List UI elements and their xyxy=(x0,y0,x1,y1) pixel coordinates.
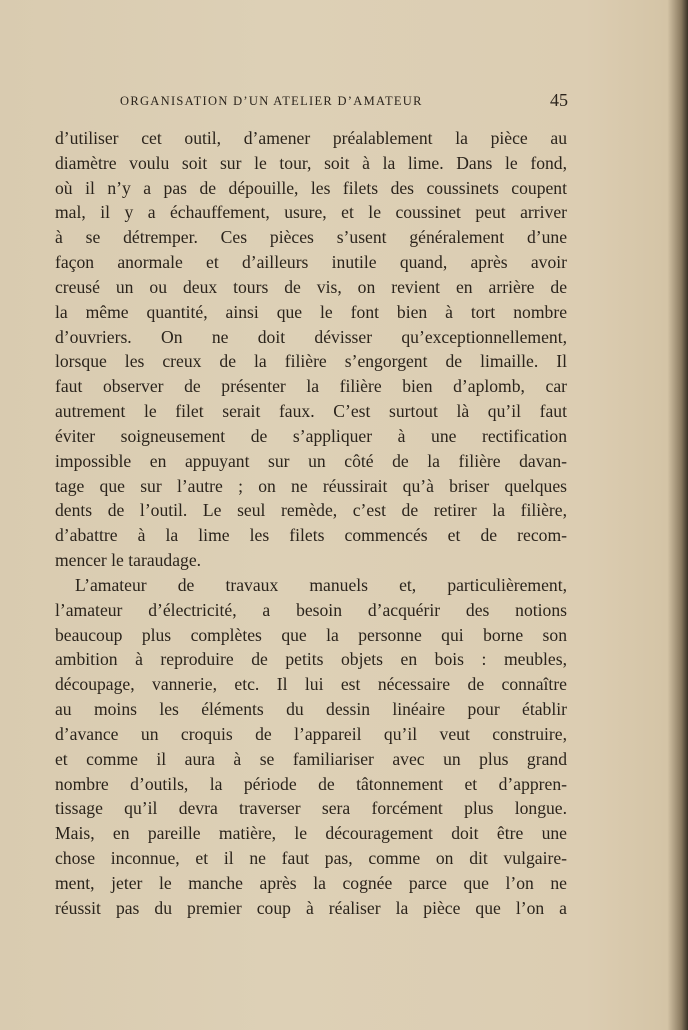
text-line: éviter soigneusement de s’appliquer à une rectification xyxy=(55,425,567,446)
text-line: l’amateur d’électricité, a besoin d’acquérir des notions xyxy=(55,599,567,620)
text-line: dents de l’outil. Le seul remède, c’est de retirer la filière, xyxy=(55,500,567,521)
page-number: 45 xyxy=(550,90,568,110)
text-line: faut observer de présenter la filière bien d’aplomb, car xyxy=(55,376,567,397)
running-title: ORGANISATION D’UN ATELIER D’AMATEUR xyxy=(120,94,423,108)
text-line: tage que sur l’autre ; on ne réussirait qu’à briser quelques xyxy=(55,475,567,496)
text-line: réussit pas du premier coup à réaliser la pièce que l’on a xyxy=(55,897,567,918)
page-header xyxy=(120,90,568,114)
paragraph xyxy=(55,126,567,573)
text-line: d’utiliser cet outil, d’amener préalablement la pièce au xyxy=(55,128,567,148)
text-line: creusé un ou deux tours de vis, on revient en arrière de xyxy=(55,276,567,297)
text-line: tissage qu’il devra traverser sera forcément plus longue. xyxy=(55,798,567,819)
text-line: où il n’y a pas de dépouille, les filets des coussinets coupent xyxy=(55,177,567,198)
text-line: nombre d’outils, la période de tâtonnement et d’appren- xyxy=(55,773,567,794)
body-text xyxy=(55,126,567,921)
text-line: autrement le filet serait faux. C’est surtout là qu’il faut xyxy=(55,401,567,422)
text-line: Mais, en pareille matière, le découragement doit être une xyxy=(55,823,567,844)
text-line: au moins les éléments du dessin linéaire pour établir xyxy=(55,699,567,720)
text-line: lorsque les creux de la filière s’engorgent de limaille. Il xyxy=(55,351,567,372)
text-line: diamètre voulu soit sur le tour, soit à la lime. Dans le fond, xyxy=(55,152,567,173)
text-line: L’amateur de travaux manuels et, particulièrement, xyxy=(75,574,567,595)
paragraph xyxy=(55,573,567,921)
text-line: mencer le taraudage. xyxy=(55,550,202,571)
text-line: mal, il y a échauffement, usure, et le coussinet peut arriver xyxy=(55,202,567,223)
text-line: chose inconnue, et il ne faut pas, comme on dit vulgaire- xyxy=(55,848,567,869)
text-line: d’ouvriers. On ne doit dévisser qu’exceptionnellement, xyxy=(55,326,567,347)
text-line: ambition à reproduire de petits objets en bois : meubles, xyxy=(55,649,567,670)
text-line: à se détremper. Ces pièces s’usent généralement d’une xyxy=(55,227,567,248)
text-line: découpage, vannerie, etc. Il lui est nécessaire de connaître xyxy=(55,674,567,695)
text-line: et comme il aura à se familiariser avec un plus grand xyxy=(55,748,567,769)
text-line: impossible en appuyant sur un côté de la filière davan- xyxy=(55,450,567,471)
text-line: la même quantité, ainsi que le font bien à tort nombre xyxy=(55,301,567,322)
text-line: beaucoup plus complètes que la personne qui borne son xyxy=(55,624,567,645)
text-line: ment, jeter le manche après la cognée parce que l’on ne xyxy=(55,872,567,893)
text-line: d’avance un croquis de l’appareil qu’il veut construire, xyxy=(55,723,567,744)
text-line: façon anormale et d’ailleurs inutile quand, après avoir xyxy=(55,252,567,273)
text-line: d’abattre à la lime les filets commencés et de recom- xyxy=(55,525,567,546)
